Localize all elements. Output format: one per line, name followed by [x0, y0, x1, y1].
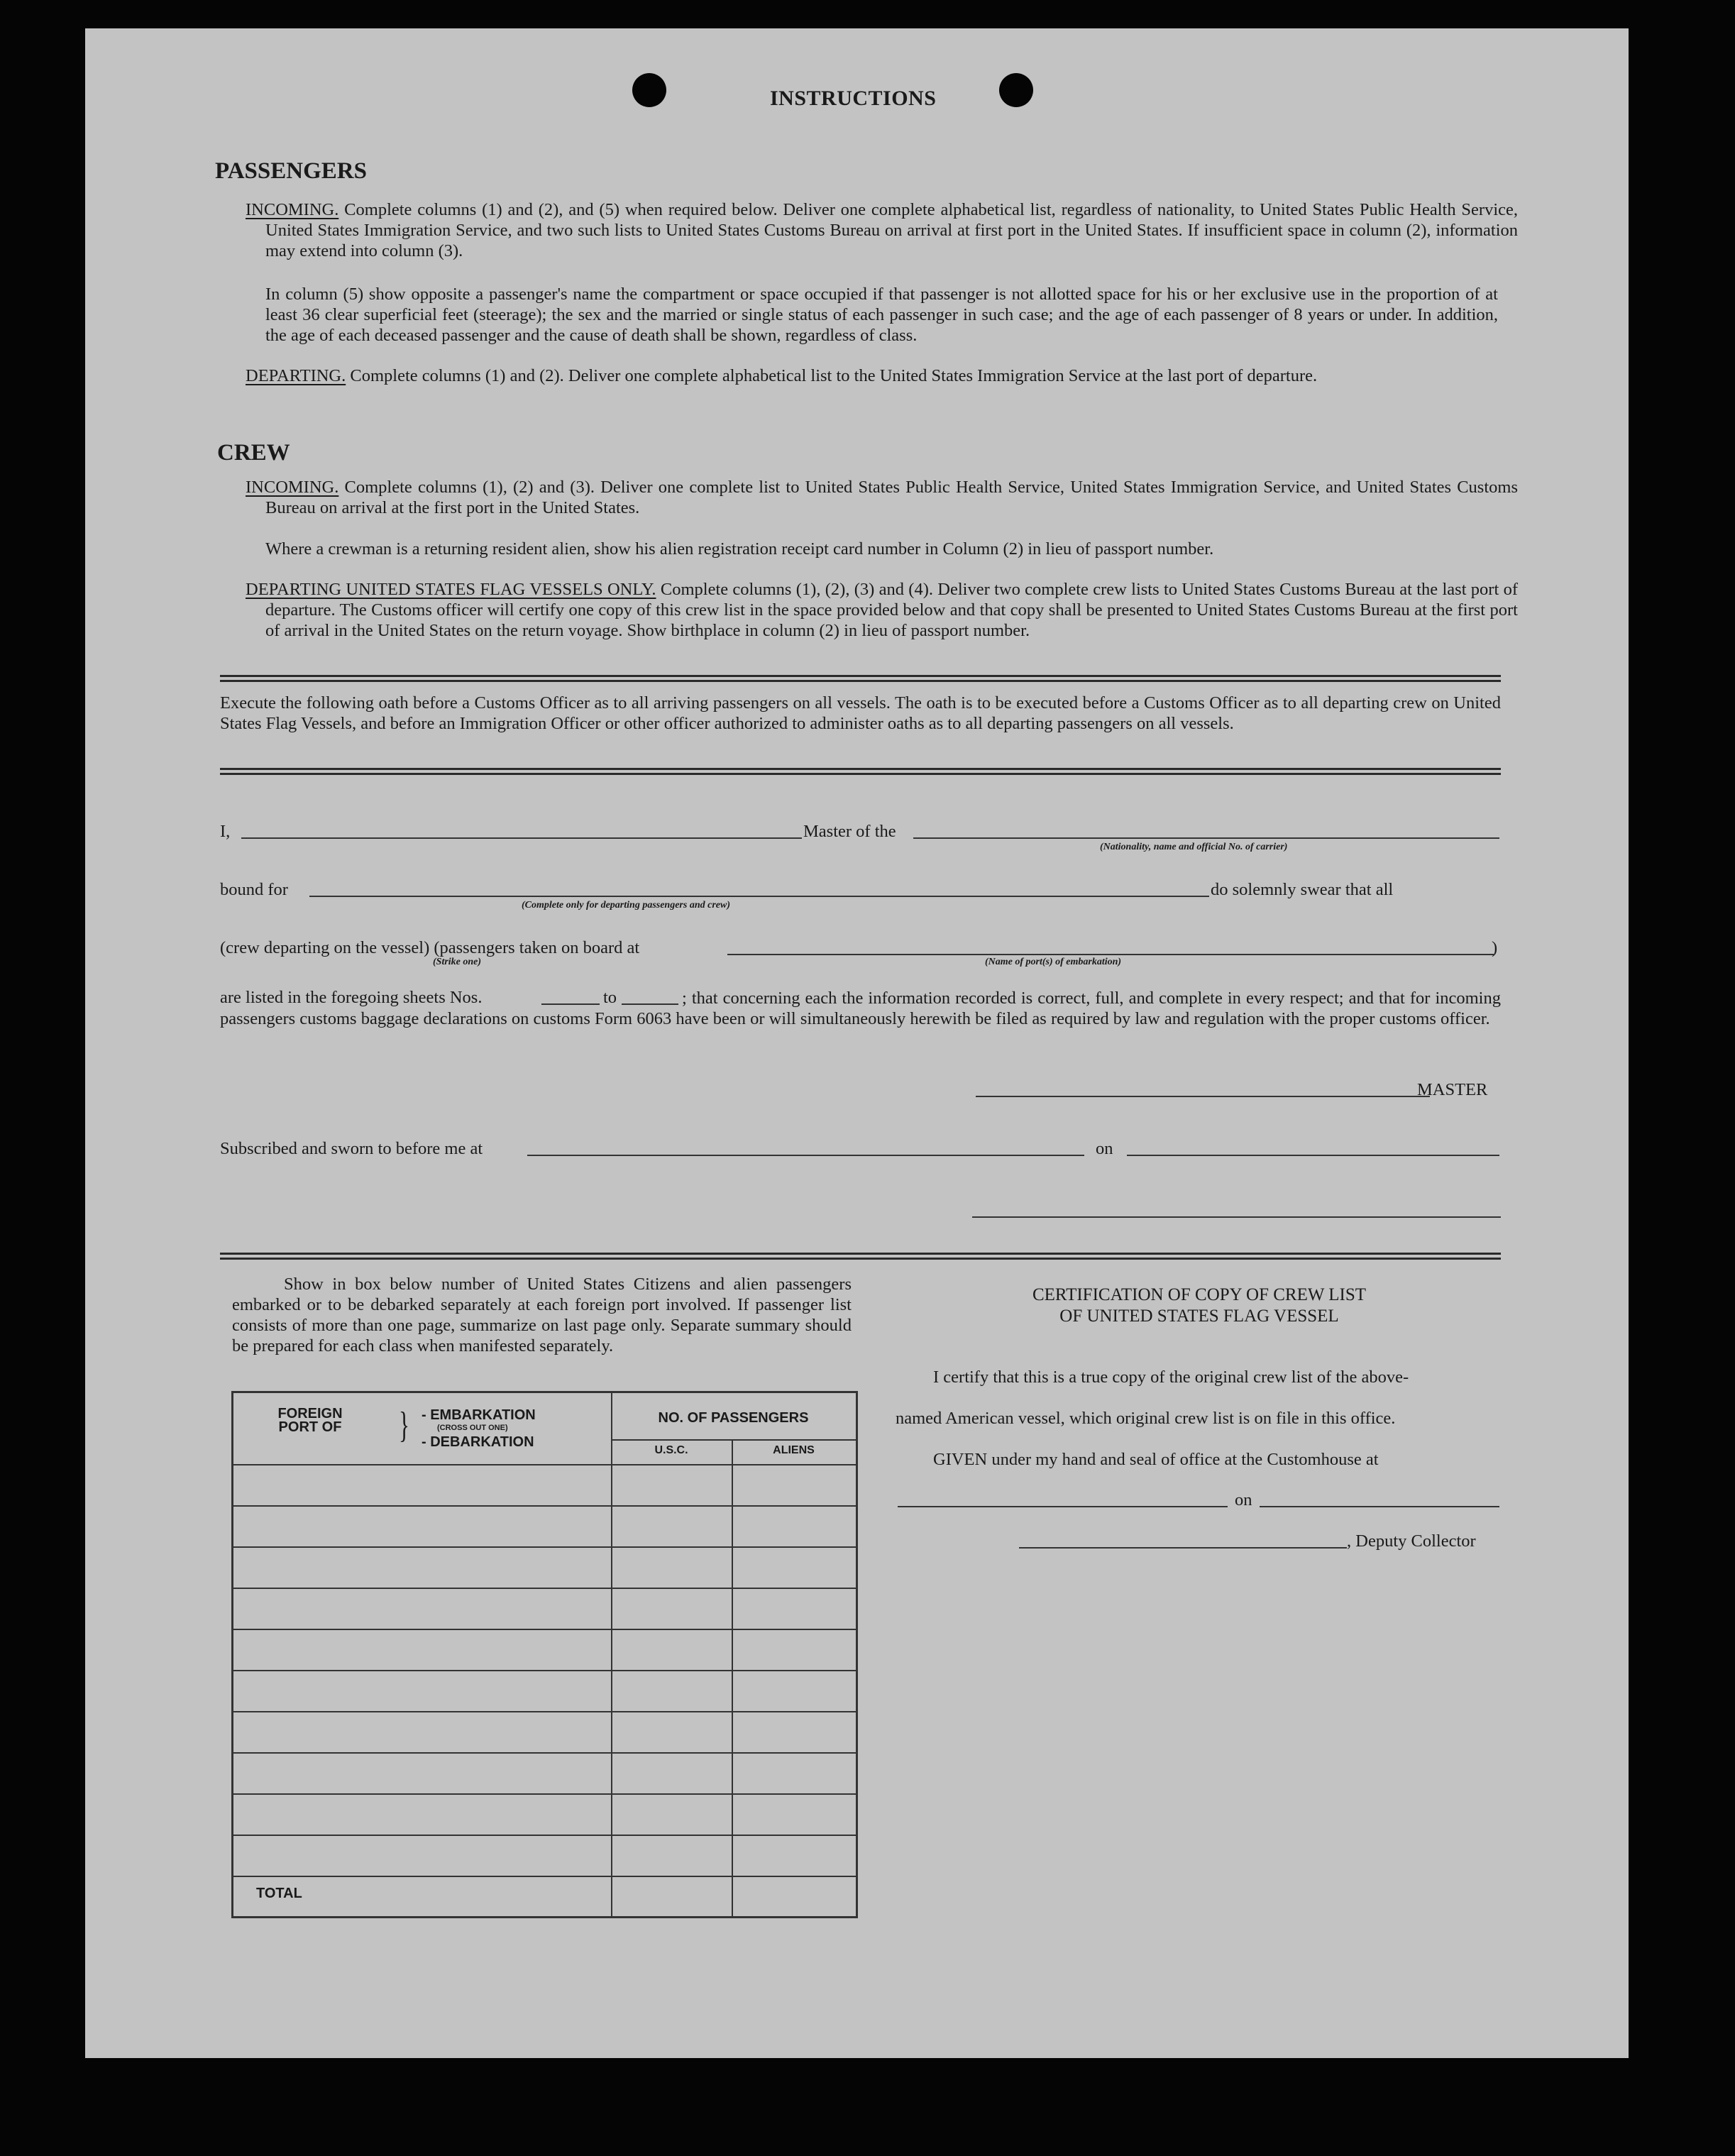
officer-signature-field[interactable]	[972, 1216, 1501, 1218]
master-signature-field[interactable]	[976, 1096, 1430, 1097]
oath-instructions: Execute the following oath before a Customs Officer as to all arriving passengers on all vessels. The oath is to be executed before a Customs Officer as to all departing crew on United States Flag Vessels, and before an Immigration Officer or other officer authorized to administer oaths as to all departing passengers on all vessels.	[220, 693, 1501, 733]
strike-one-caption: (Strike one)	[433, 957, 482, 967]
table-divider-usc	[732, 1439, 733, 1916]
table-row-line	[233, 1793, 856, 1795]
carrier-field[interactable]	[913, 837, 1499, 839]
divider-3	[220, 1253, 1501, 1260]
punch-hole-left	[632, 73, 666, 107]
certify-date-field[interactable]	[1260, 1506, 1499, 1507]
table-row-line	[233, 1546, 856, 1548]
carrier-caption: (Nationality, name and official No. of carrier)	[1100, 842, 1288, 852]
punch-hole-right	[999, 73, 1033, 107]
ports-caption: (Name of port(s) of embarkation)	[985, 957, 1122, 967]
passengers-departing-label: DEPARTING.	[246, 366, 346, 385]
crew-heading: CREW	[217, 440, 290, 466]
crew-departing-paragraph	[246, 579, 1518, 641]
aliens-header: ALIENS	[773, 1444, 815, 1456]
oath-statement-text: ; that concerning each the information recorded is correct, full, and complete in every respect; and that for incoming passengers customs baggage declarations on customs Form 6063 have been or will simultaneously herewith be filed as required by law and regulation with the proper customs officer.	[220, 989, 1501, 1028]
embarkation-ports-field[interactable]	[727, 954, 1494, 955]
passengers-heading: PASSENGERS	[215, 158, 367, 184]
crew-departing-text: Complete columns (1), (2), (3) and (4). Deliver two complete crew lists to United States Customs Bureau at the last port of departure. The Customs officer will certify one copy of this crew list in the space provided below and that copy shall be presented to United States Customs Bureau at the first port of arrival in the United States on the return voyage. Show birthplace in column (2) in lieu of passport number.	[265, 580, 1518, 640]
subscribed-label: Subscribed and sworn to before me at	[220, 1139, 483, 1158]
certification-heading-line-1: CERTIFICATION OF COPY OF CREW LIST	[1032, 1285, 1367, 1304]
deputy-collector-signature-field[interactable]	[1019, 1547, 1347, 1549]
close-paren: )	[1492, 938, 1498, 957]
bound-for-caption: (Complete only for departing passengers and crew)	[522, 900, 730, 911]
deputy-collector-label: , Deputy Collector	[1347, 1531, 1476, 1551]
table-row-line	[233, 1876, 856, 1877]
certify-line-1: I certify that this is a true copy of the original crew list of the above-	[933, 1368, 1409, 1387]
table-row-line	[233, 1629, 856, 1630]
total-label: TOTAL	[256, 1886, 302, 1901]
column5-paragraph: In column (5) show opposite a passenger's name the compartment or space occupied if that passenger is not allotted space for his or her exclusive use in the proportion of at least 36 clear superficial feet (steerage); the sex and the married or single status of each passenger in such case; and the age of each passenger of 8 years or under. In addition, the age of each deceased passenger and the cause of death shall be shown, regardless of class.	[265, 285, 1498, 345]
table-row-line	[233, 1711, 856, 1712]
crew-returning-paragraph: Where a crewman is a returning resident alien, show his alien registration receipt card number in Column (2) in lieu of passport number.	[265, 539, 1214, 559]
crew-incoming-label: INCOMING.	[246, 478, 339, 497]
table-divider-port	[611, 1393, 612, 1916]
oath-statement	[220, 988, 1501, 1029]
master-label: MASTER	[1417, 1080, 1488, 1099]
master-of-label: Master of the	[803, 822, 896, 841]
debarkation-header: - DEBARKATION	[422, 1434, 534, 1450]
table-header-line	[233, 1464, 856, 1465]
table-row-line	[233, 1588, 856, 1589]
subscribed-place-field[interactable]	[527, 1155, 1084, 1156]
crew-departing-label: DEPARTING UNITED STATES FLAG VESSELS ONLY.	[246, 580, 656, 599]
foreign-port-header-text: FOREIGN PORT OF	[277, 1406, 343, 1435]
divider-2	[220, 768, 1501, 775]
foreign-port-header	[268, 1407, 353, 1434]
embarkation-header: - EMBARKATION	[422, 1407, 536, 1423]
passengers-incoming-paragraph	[246, 199, 1518, 261]
certify-line-3: GIVEN under my hand and seal of office at the Customhouse at	[933, 1450, 1379, 1469]
table-row-line	[233, 1505, 856, 1507]
customhouse-field[interactable]	[898, 1506, 1228, 1507]
certify-line-2: named American vessel, which original crew list is on file in this office.	[896, 1409, 1396, 1428]
certification-heading	[915, 1285, 1483, 1327]
form-page	[85, 28, 1629, 2058]
master-name-field[interactable]	[241, 837, 802, 839]
passengers-incoming-text: Complete columns (1) and (2), and (5) when required below. Deliver one complete alphabetical list, regardless of nationality, to United States Public Health Service, United States Immigration Service, and two such lists to United States Customs Bureau on arrival at first port in the United States. If insufficient space in column (2), information may extend into column (3).	[265, 200, 1519, 260]
passengers-departing-paragraph	[246, 365, 1518, 386]
bound-for-field[interactable]	[309, 896, 1209, 897]
brace-icon: }	[398, 1405, 409, 1446]
crew-departing-label-text: (crew departing on the vessel) (passengers taken on board at	[220, 938, 640, 957]
crew-incoming-text: Complete columns (1), (2) and (3). Deliver one complete list to United States Public Health Service, United States Immigration Service, and United States Customs Bureau on arrival at the first port in the United States.	[265, 478, 1518, 517]
table-row-line	[233, 1835, 856, 1836]
summary-instructions: Show in box below number of United States Citizens and alien passengers embarked or to be debarked separately at each foreign port involved. If passenger list consists of more than one page, summarize on last page only. Separate summary should be prepared for each class when manifested separately.	[232, 1275, 852, 1355]
no-of-passengers-header: NO. OF PASSENGERS	[658, 1410, 809, 1426]
divider-1	[220, 675, 1501, 682]
listed-label: are listed in the foregoing sheets Nos.	[220, 988, 483, 1007]
table-row-line	[233, 1670, 856, 1671]
passenger-summary-table	[231, 1391, 858, 1918]
bound-for-label: bound for	[220, 880, 288, 899]
passengers-incoming-label: INCOMING.	[246, 200, 339, 219]
crew-incoming-paragraph	[246, 477, 1518, 518]
cross-out-note: (CROSS OUT ONE)	[437, 1424, 508, 1432]
swear-label: do solemnly swear that all	[1211, 880, 1394, 899]
oath-i-label: I,	[220, 822, 231, 841]
subscribed-on-label: on	[1096, 1139, 1113, 1158]
certification-heading-line-2: OF UNITED STATES FLAG VESSEL	[1059, 1307, 1339, 1326]
certify-on-label: on	[1235, 1490, 1252, 1509]
usc-header: U.S.C.	[654, 1444, 688, 1456]
page-title: INSTRUCTIONS	[770, 87, 937, 110]
table-row-line	[233, 1752, 856, 1754]
to-label: to	[603, 988, 617, 1007]
subscribed-date-field[interactable]	[1127, 1155, 1499, 1156]
table-subheader-line	[611, 1439, 856, 1441]
passengers-departing-text: Complete columns (1) and (2). Deliver one complete alphabetical list to the United States Immigration Service at the last port of departure.	[350, 366, 1318, 385]
